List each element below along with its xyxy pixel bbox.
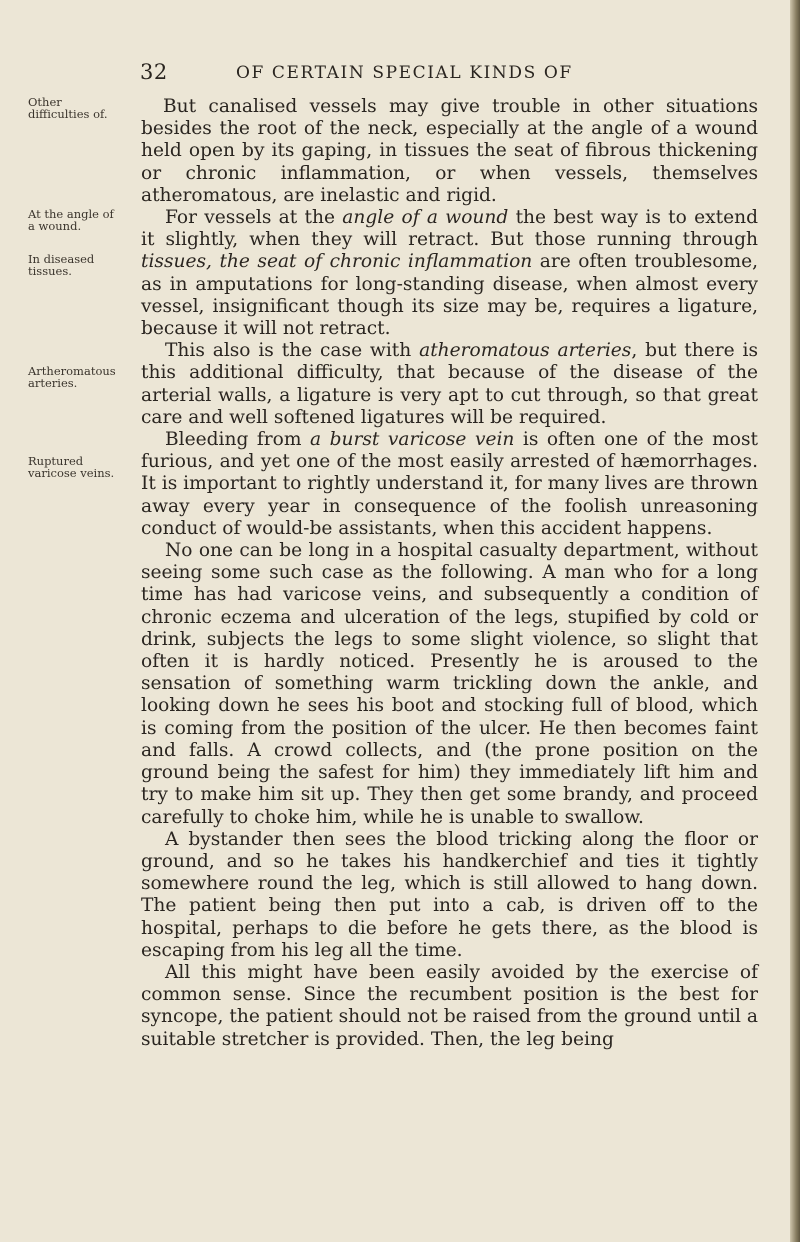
text-run: But canalised vessels may give trouble in other situations besides the root of the neck, especially at the angle of a wound held open by its gaping, in tissues the seat of fibrous thickening or chronic inflammation, or when vessels, themselves atheromatous, are inelastic and rigid. (141, 96, 758, 206)
paragraph (141, 829, 758, 962)
body-text (141, 96, 758, 1051)
paragraph (141, 962, 758, 1051)
margin-note-diseased-tissues: In diseased tissues. (28, 252, 95, 278)
text-run: A bystander then sees the blood tricking along the floor or ground, and so he takes his handkerchief and ties it tightly somewhere round the leg, which is still allowed to hang down. The patient being then put into a cab, is driven off to the hospital, perhaps to die before he gets there, as the blood is escaping from his leg all the time. (141, 828, 758, 961)
paragraph (141, 96, 758, 207)
text-run: Bleeding from (165, 429, 310, 451)
paragraph (141, 207, 758, 340)
margin-note-angle-of-wound: At the angle of a wound. (28, 207, 114, 233)
margin-note-atheromatous-arteries: Artheromatous arteries. (28, 364, 116, 390)
italic-phrase: atheromatous arteries (419, 340, 632, 362)
paragraph (141, 429, 758, 540)
margin-note-other-difficulties: Other difficulties of. (28, 95, 108, 121)
text-run: the best way is to extend it slightly, when they will retract. But those running through (141, 207, 758, 251)
text-run: , but there is this additional difficulty, that because of the disease of the arterial walls, a ligature is very apt to cut through, so that great care and well softened ligatures will be required. (141, 340, 759, 428)
italic-phrase: a burst varicose vein (309, 429, 515, 451)
italic-phrase: tissues, the seat of chronic inflammation (141, 251, 533, 273)
page-number: 32 (140, 60, 168, 84)
text-run: is often one of the most furious, and yet one of the most easily arrested of hæmorrhages. It is important to rightly understand it, for many lives are thrown away every year in consequence of the foolish unreasoning conduct of would-be assistants, when this accident happens. (141, 429, 758, 539)
page-edge-shadow (790, 0, 800, 1242)
paragraph (141, 540, 758, 829)
page-header (0, 60, 790, 86)
text-run: are often troublesome, as in amputations for long-standing disease, when almost every vessel, insignificant though its size may be, requires a ligature, because it will not retract. (141, 251, 758, 340)
text-run: All this might have been easily avoided by the exercise of common sense. Since the recumbent position is the best for syncope, the patient should not be raised from the ground until a suitable stretcher is provided. Then, the leg being (141, 961, 758, 1050)
text-run: No one can be long in a hospital casualty department, without seeing some such case as the following. A man who for a long time has had varicose veins, and subsequently a condition of chronic eczema and ulceration of the legs, stupified by cold or drink, subjects the legs to some slight violence, so slight that often it is hardly noticed. Presently he is aroused to the sensation of something warm trickling down the ankle, and looking down he sees his boot and stocking full of blood, which is coming from the position of the ulcer. He then becomes faint and falls. A crowd collects, and (the prone position on the ground being the safest for him) they immediately lift him and try to make him sit up. They then get some brandy, and proceed carefully to choke him, while he is unable to swallow. (141, 540, 758, 828)
italic-phrase: angle of a wound (342, 207, 509, 229)
margin-note-ruptured-veins: Ruptured varicose veins. (28, 454, 115, 480)
text-run: For vessels at the (165, 207, 343, 229)
running-head: OF CERTAIN SPECIAL KINDS OF (236, 63, 573, 83)
paragraph (141, 340, 758, 429)
text-run: This also is the case with (165, 340, 420, 362)
